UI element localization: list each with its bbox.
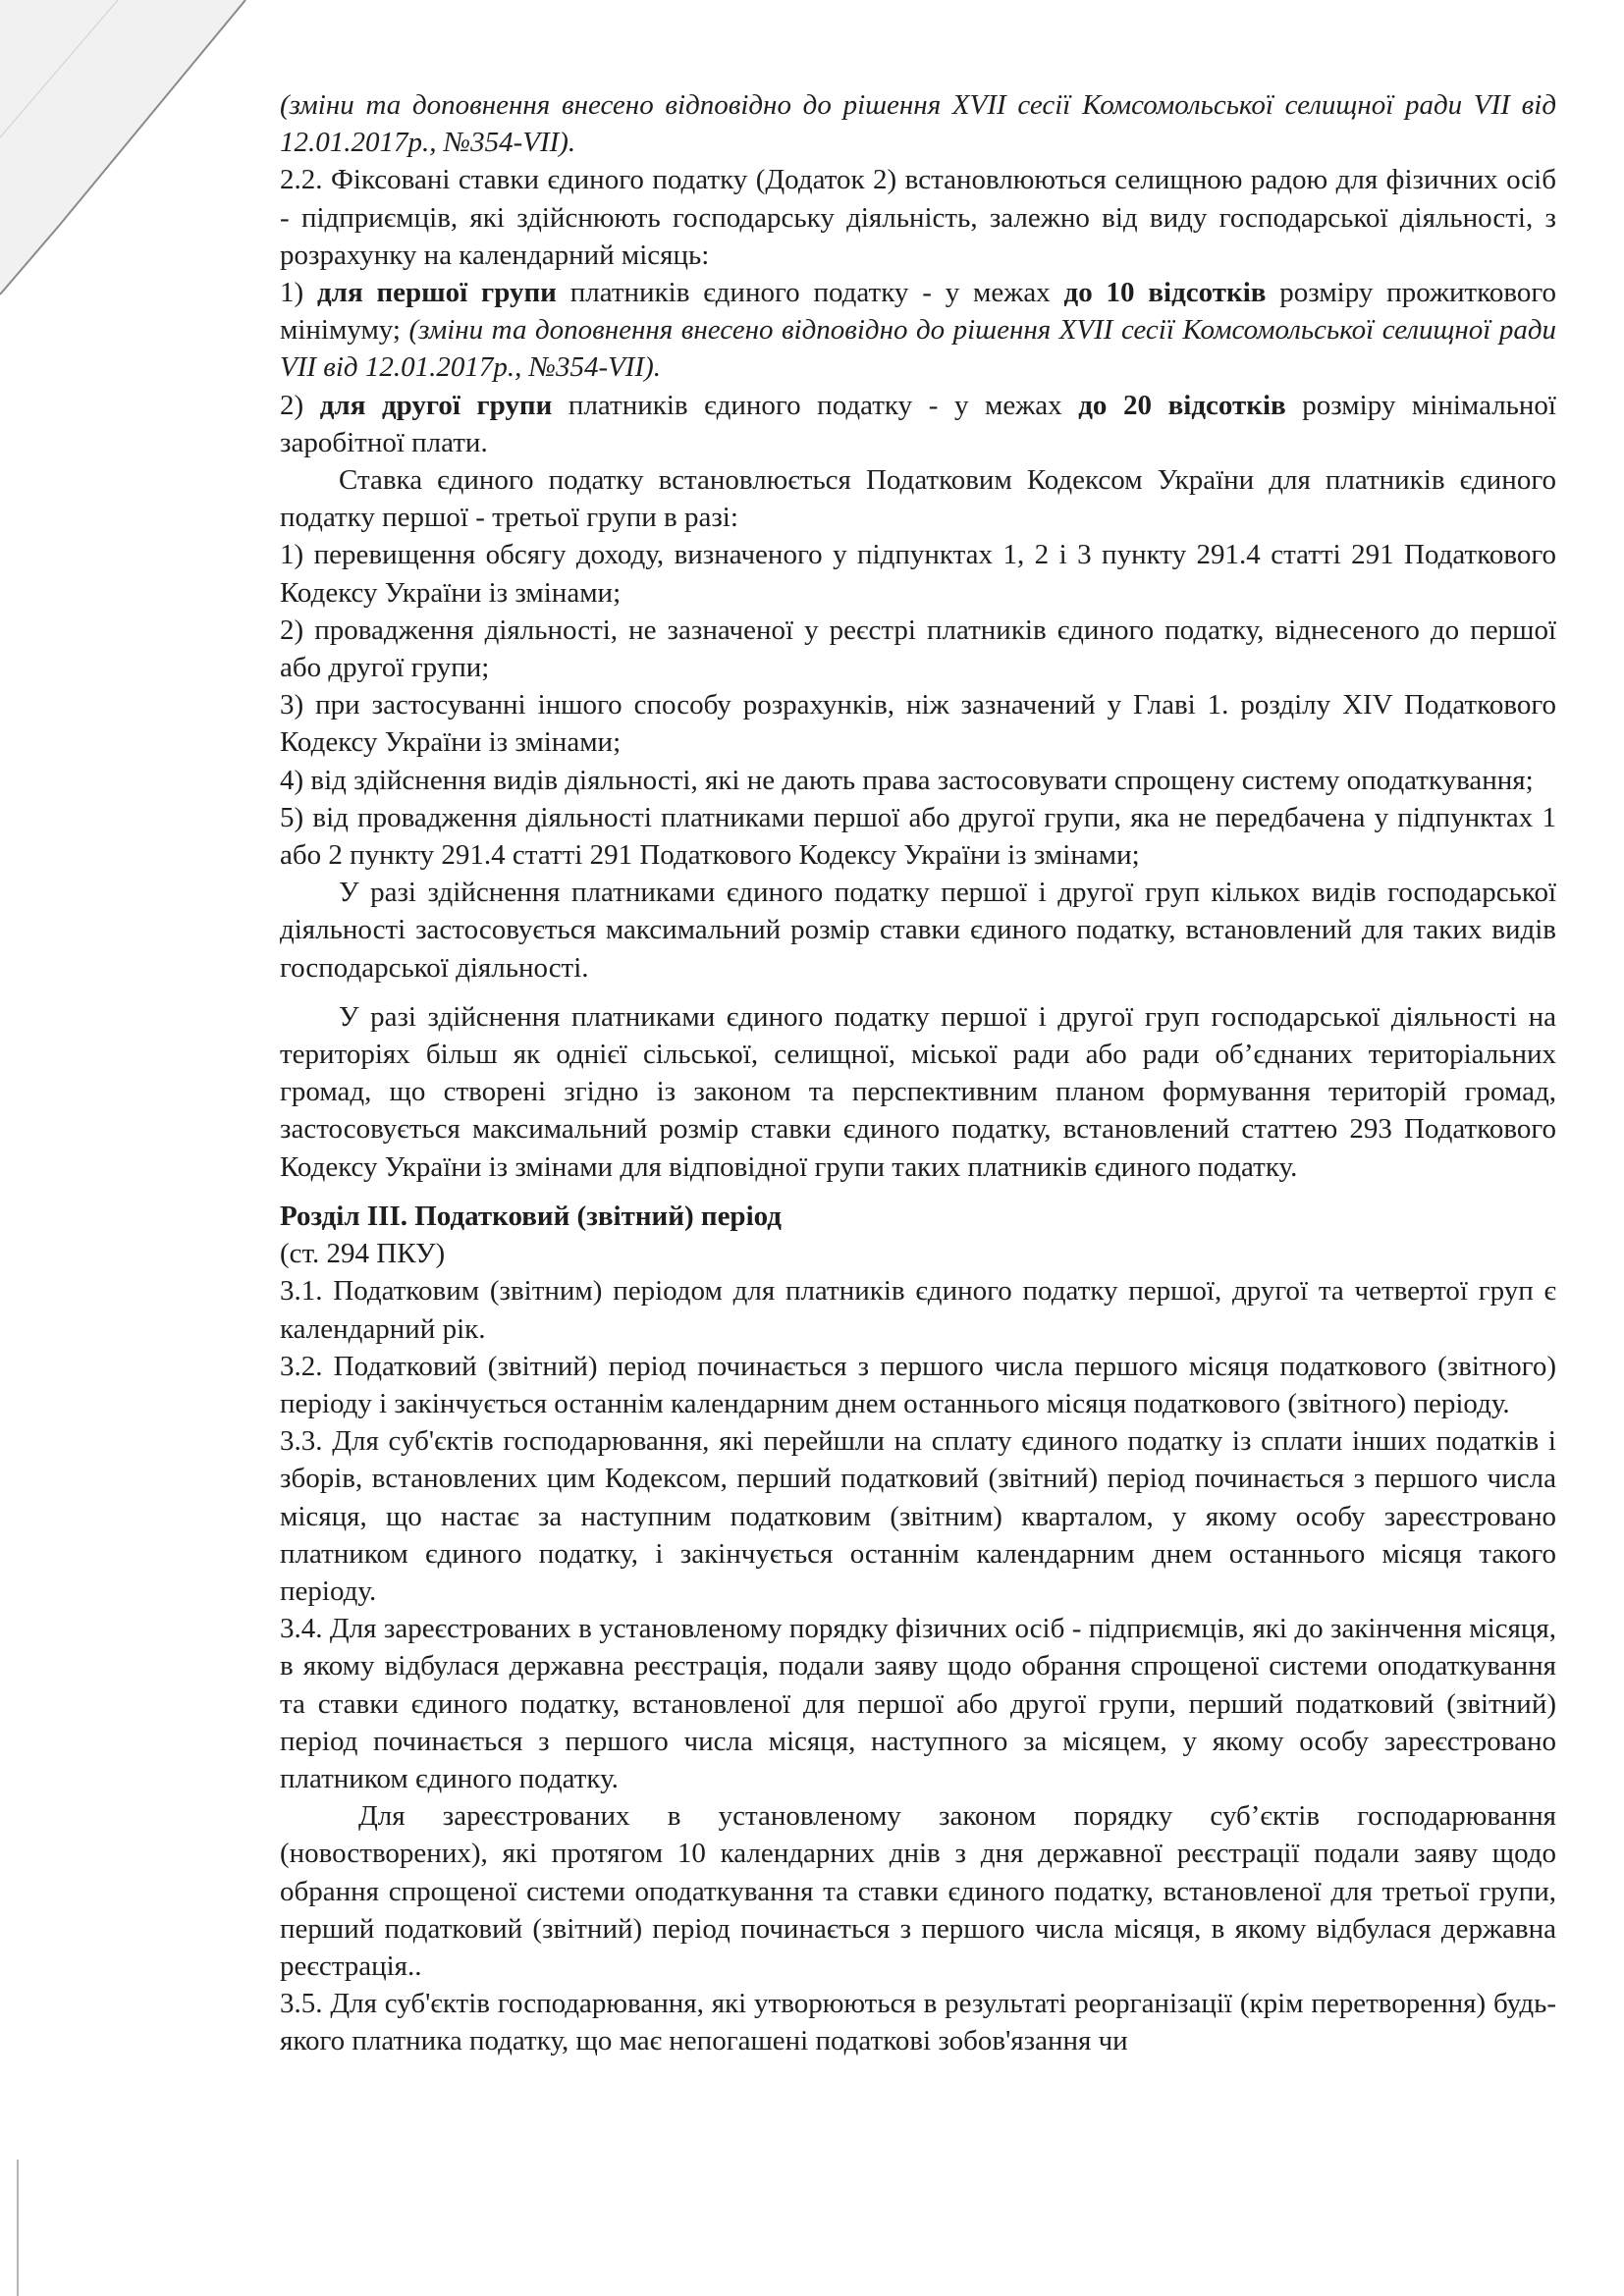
rate-intro: Ставка єдиного податку встановлюється Податковим Кодексом України для платників єдиного податку першої - третьої групи в разі: [280, 464, 1556, 534]
section-3-reference: (ст. 294 ПКУ) [280, 1238, 446, 1270]
amendment-note: (зміни та доповнення внесено відповідно до рішення XVII сесії Комсомольської селищної ради VII від 12.01.2017р., №354-VII). [280, 89, 1556, 159]
multiple-activities: У разі здійснення платниками єдиного податку першої і другої груп кількох видів господарської діяльності застосовується максимальний розмір ставки єдиного податку, встановлений для таких видів господарської діяльності. [280, 877, 1556, 984]
case-3: 3) при застосуванні іншого способу розрахунків, ніж зазначений у Главі 1. розділу XIV Податкового Кодексу України із змінами; [280, 689, 1556, 759]
multiple-territories: У разі здійснення платниками єдиного податку першої і другої груп господарської діяльності на територіях більш як однієї сільської, селищної, міської ради або ради об’єднаних територіальних громад, що створені згідно із законом та перспективним планом формування територій громад, застосовується максимальний розмір ставки єдиного податку, встановлений статтею 293 Податкового Кодексу України із змінами для відповідної групи таких платників єдиного податку. [280, 1000, 1556, 1183]
paragraph-3-4: 3.4. Для зареєстрованих в установленому порядку фізичних осіб - підприємців, які до закінчення місяця, в якому відбулася державна реєстрація, подали заяву щодо обрання спрощеної системи оподаткування та ставки єдиного податку, встановленої для першої або другої групи, перший податковий (звітний) період починається з першого числа місяця, наступного за місяцем, у якому особу зареєстровано платником єдиного податку. [280, 1613, 1556, 1794]
document-page [280, 86, 1556, 2060]
paragraph-3-2: 3.2. Податковий (звітний) період починається з першого числа першого місяця податкового (звітного) періоду і закінчується останнім календарним днем останнього місяця податкового (звітного) періоду. [280, 1350, 1556, 1419]
paragraph-3-3: 3.3. Для суб'єктів господарювання, які перейшли на сплату єдиного податку із сплати інших податків і зборів, встановлених цим Кодексом, перший податковий (звітний) період починається з першого числа місяця, що настає за наступним податковим (звітним) кварталом, у якому особу зареєстровано платником єдиного податку, і закінчується останнім календарним днем останнього місяця такого періоду. [280, 1425, 1556, 1607]
case-5: 5) від провадження діяльності платниками першої або другої групи, яка не передбачена у підпунктах 1 або 2 пункту 291.4 статті 291 Податкового Кодексу України із змінами; [280, 801, 1556, 872]
group-2-label: для другої групи [319, 389, 553, 421]
paragraph-3-4-new-entities: Для зареєстрованих в установленому законом порядку суб’єктів господарювання (новостворених), які протягом 10 календарних днів з дня державної реєстрації подали заяву щодо обрання спрощеної системи оподаткування та ставки єдиного податку, встановленої для третьої групи, перший податковий (звітний) період починається з першого числа місяця, в якому відбулася державна реєстрація.. [280, 1800, 1556, 1982]
group-1-label: для першої групи [317, 277, 557, 309]
paragraph-3-1: 3.1. Податковим (звітним) періодом для платників єдиного податку першої, другої та четвертої груп є календарний рік. [280, 1275, 1556, 1345]
paragraph-2-2: 2.2. Фіксовані ставки єдиного податку (Додаток 2) встановлюються селищною радою для фізичних осіб - підприємців, які здійснюють господарську діяльність, залежно від виду господарської діяльності, з розрахунку на календарний місяць: [280, 164, 1556, 271]
paragraph-3-5: 3.5. Для суб'єктів господарювання, які утворюються в результаті реорганізації (крім перетворення) будь-якого платника податку, що має непогашені податкові зобов'язання чи [280, 1988, 1556, 2057]
group-1-rate: 1) для першої групи платників єдиного податку - у межах до 10 відсотків розміру прожиткового мінімуму; (зміни та доповнення внесено відповідно до рішення XVII сесії Комсомольської селищної ради VII від 12.01.2017р., №354-VII). [280, 277, 1556, 384]
case-2: 2) провадження діяльності, не зазначеної у реєстрі платників єдиного податку, віднесеного до першої або другої групи; [280, 614, 1556, 684]
group-2-rate: 2) для другої групи платників єдиного податку - у межах до 20 відсотків розміру мінімальної заробітної плати. [280, 389, 1556, 458]
group-2-limit: до 20 відсотків [1078, 389, 1286, 421]
group-1-limit: до 10 відсотків [1063, 277, 1267, 309]
group-1-amendment: (зміни та доповнення внесено відповідно до рішення XVII сесії Комсомольської селищної ради VII від 12.01.2017р., №354-VII). [280, 314, 1556, 384]
case-1: 1) перевищення обсягу доходу, визначеного у підпунктах 1, 2 і 3 пункту 291.4 статті 291 Податкового Кодексу України із змінами; [280, 539, 1556, 609]
section-3-title: Розділ ІІІ. Податковий (звітний) період [280, 1200, 782, 1232]
case-4: 4) від здійснення видів діяльності, які не дають права застосовувати спрощену систему оподаткування; [280, 764, 1534, 796]
